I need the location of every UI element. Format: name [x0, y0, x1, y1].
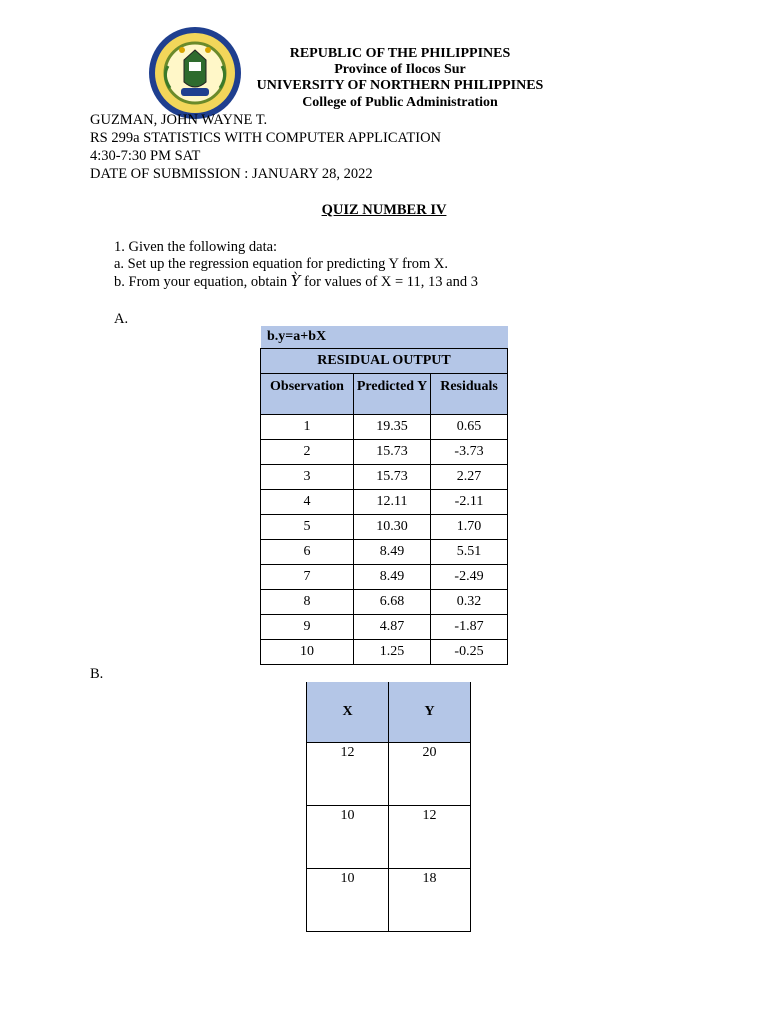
table-row — [261, 590, 508, 615]
observation-cell: 2 — [261, 440, 354, 465]
col-header-predicted-y: Predicted Y — [354, 374, 431, 415]
col-header-y: Y — [389, 682, 471, 743]
table-row — [261, 540, 508, 565]
predicted-y-cell: 6.68 — [354, 590, 431, 615]
predicted-y-cell: 4.87 — [354, 615, 431, 640]
student-name: GUZMAN, JOHN WAYNE T. — [90, 112, 268, 128]
observation-cell: 4 — [261, 490, 354, 515]
residual-cell: -2.11 — [431, 490, 508, 515]
observation-cell: 5 — [261, 515, 354, 540]
table-row — [261, 615, 508, 640]
table-row — [261, 515, 508, 540]
header-college: College of Public Administration — [302, 95, 498, 110]
predicted-y-cell: 15.73 — [354, 440, 431, 465]
class-schedule: 4:30-7:30 PM SAT — [90, 148, 201, 164]
submission-date: DATE OF SUBMISSION : JANUARY 28, 2022 — [90, 166, 373, 182]
observation-cell: 9 — [261, 615, 354, 640]
table-row — [261, 640, 508, 665]
col-header-observation: Observation — [261, 374, 354, 415]
observation-cell: 10 — [261, 640, 354, 665]
y-value-cell: 20 — [389, 743, 471, 806]
predicted-y-cell: 8.49 — [354, 565, 431, 590]
residual-table-title: RESIDUAL OUTPUT — [261, 349, 508, 374]
residual-cell: -0.25 — [431, 640, 508, 665]
observation-cell: 1 — [261, 415, 354, 440]
residual-cell: 2.27 — [431, 465, 508, 490]
table-row — [261, 415, 508, 440]
table-row — [261, 565, 508, 590]
header-republic: REPUBLIC OF THE PHILIPPINES — [289, 46, 511, 61]
residual-cell: 5.51 — [431, 540, 508, 565]
question-item: 1. Given the following data: — [114, 239, 278, 255]
observation-cell: 3 — [261, 465, 354, 490]
table-row — [307, 743, 471, 806]
predicted-y-cell: 19.35 — [354, 415, 431, 440]
residual-cell: 1.70 — [431, 515, 508, 540]
residual-cell: 0.65 — [431, 415, 508, 440]
header-province: Province of Ilocos Sur — [334, 62, 466, 77]
regression-equation: b.y=a+bX — [261, 326, 508, 348]
predicted-y-cell: 8.49 — [354, 540, 431, 565]
observation-cell: 6 — [261, 540, 354, 565]
table-row — [261, 465, 508, 490]
predicted-y-cell: 12.11 — [354, 490, 431, 515]
residual-cell: -2.49 — [431, 565, 508, 590]
question-part-a: a. Set up the regression equation for predicting Y from X. — [114, 256, 448, 272]
section-b-label: B. — [90, 666, 104, 682]
table-row — [261, 490, 508, 515]
predicted-y-cell: 15.73 — [354, 465, 431, 490]
table-row — [307, 806, 471, 869]
question-part-b: b. From your equation, obtain 𝑌̀ for values of X = 11, 13 and 3 — [114, 274, 478, 290]
residual-cell: 0.32 — [431, 590, 508, 615]
y-value-cell: 18 — [389, 869, 471, 932]
observation-cell: 8 — [261, 590, 354, 615]
table-row — [261, 440, 508, 465]
x-value-cell: 10 — [307, 806, 389, 869]
header-university: UNIVERSITY OF NORTHERN PHILIPPINES — [256, 78, 544, 93]
course-title: RS 299a STATISTICS WITH COMPUTER APPLICATION — [90, 130, 442, 146]
predicted-y-cell: 10.30 — [354, 515, 431, 540]
col-header-x: X — [307, 682, 389, 743]
university-seal-logo — [148, 26, 242, 120]
xy-data-table — [306, 682, 471, 932]
x-value-cell: 10 — [307, 869, 389, 932]
table-row — [307, 869, 471, 932]
residual-cell: -1.87 — [431, 615, 508, 640]
residual-output-table — [260, 348, 508, 665]
section-a-label: A. — [114, 311, 129, 327]
quiz-title: QUIZ NUMBER IV — [321, 202, 447, 218]
residual-cell: -3.73 — [431, 440, 508, 465]
col-header-residuals: Residuals — [431, 374, 508, 415]
predicted-y-cell: 1.25 — [354, 640, 431, 665]
x-value-cell: 12 — [307, 743, 389, 806]
observation-cell: 7 — [261, 565, 354, 590]
y-value-cell: 12 — [389, 806, 471, 869]
